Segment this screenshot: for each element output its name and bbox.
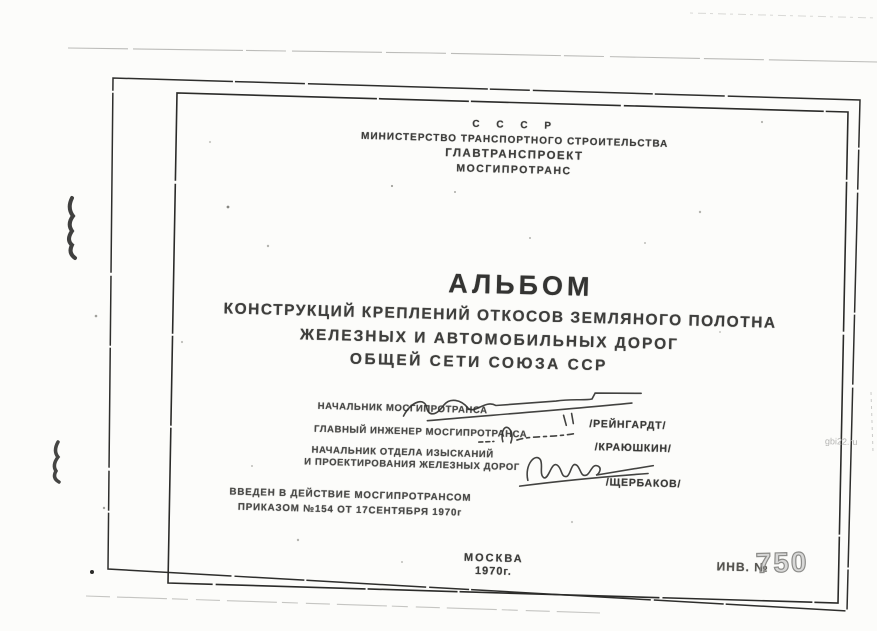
year-label: 1970г. [474,565,513,578]
signature-stroke-1-underline [427,398,632,426]
signature-role-2: ГЛАВНЫЙ ИНЖЕНЕР МОСГИПРОТРАНСА [313,423,528,441]
order-note-line2: ПРИКАЗОМ №154 ОТ 17СЕНТЯБРЯ 1970г [237,501,463,519]
signature-stroke-3-underline [520,470,648,489]
signature-stroke-2-wave [517,432,575,442]
title-line-1: КОНСТРУКЦИЙ КРЕПЛЕНИЙ ОТКОСОВ ЗЕМЛЯНОГО ПОЛОТНА [223,300,777,332]
signature-role-1: НАЧАЛЬНИК МОСГИПРОТРАНСА [317,400,488,417]
signatory-name-3: /ЩЕРБАКОВ/ [605,476,682,491]
inventory-number-stamp: 750 [755,546,809,579]
signature-role-3-line1: НАЧАЛЬНИК ОТДЕЛА ИЗЫСКАНИЙ [311,444,494,461]
inventory-label: ИНВ. № [716,559,769,575]
title-line-3: ОБЩЕЙ СЕТИ СОЮЗА ССР [349,350,609,375]
ministry-name: МИНИСТЕРСТВО ТРАНСПОРТНОГО СТРОИТЕЛЬСТВА [360,130,669,150]
city-label: МОСКВА [463,551,524,566]
signature-role-3-line2: И ПРОЕКТИРОВАНИЯ ЖЕЛЕЗНЫХ ДОРОГ [304,456,520,474]
order-note-line1: ВВЕДЕН В ДЕЙСТВИЕ МОСГИПРОТРАНСОМ [229,486,472,504]
watermark-label: gbi22.ru [824,436,858,447]
signature-stroke-1 [403,387,641,422]
signature-stroke-2 [502,427,512,443]
album-title: АЛЬБОМ [448,268,594,303]
signature-stroke-1-tail [563,413,573,425]
signature-stroke-3 [527,457,653,483]
signatory-name-2: /КРАЮШКИН/ [594,441,672,456]
org-glavtransproekt: ГЛАВТРАНСПРОЕКТ [445,147,584,163]
signature-stroke-2-lead [479,441,494,442]
title-line-2: ЖЕЛЕЗНЫХ И АВТОМОБИЛЬНЫХ ДОРОГ [299,326,680,354]
header-country: С С С Р [472,118,559,133]
org-mosgiprotrans: МОСГИПРОТРАНС [456,162,572,178]
signatory-name-1: /РЕЙНГАРДТ/ [589,417,667,432]
